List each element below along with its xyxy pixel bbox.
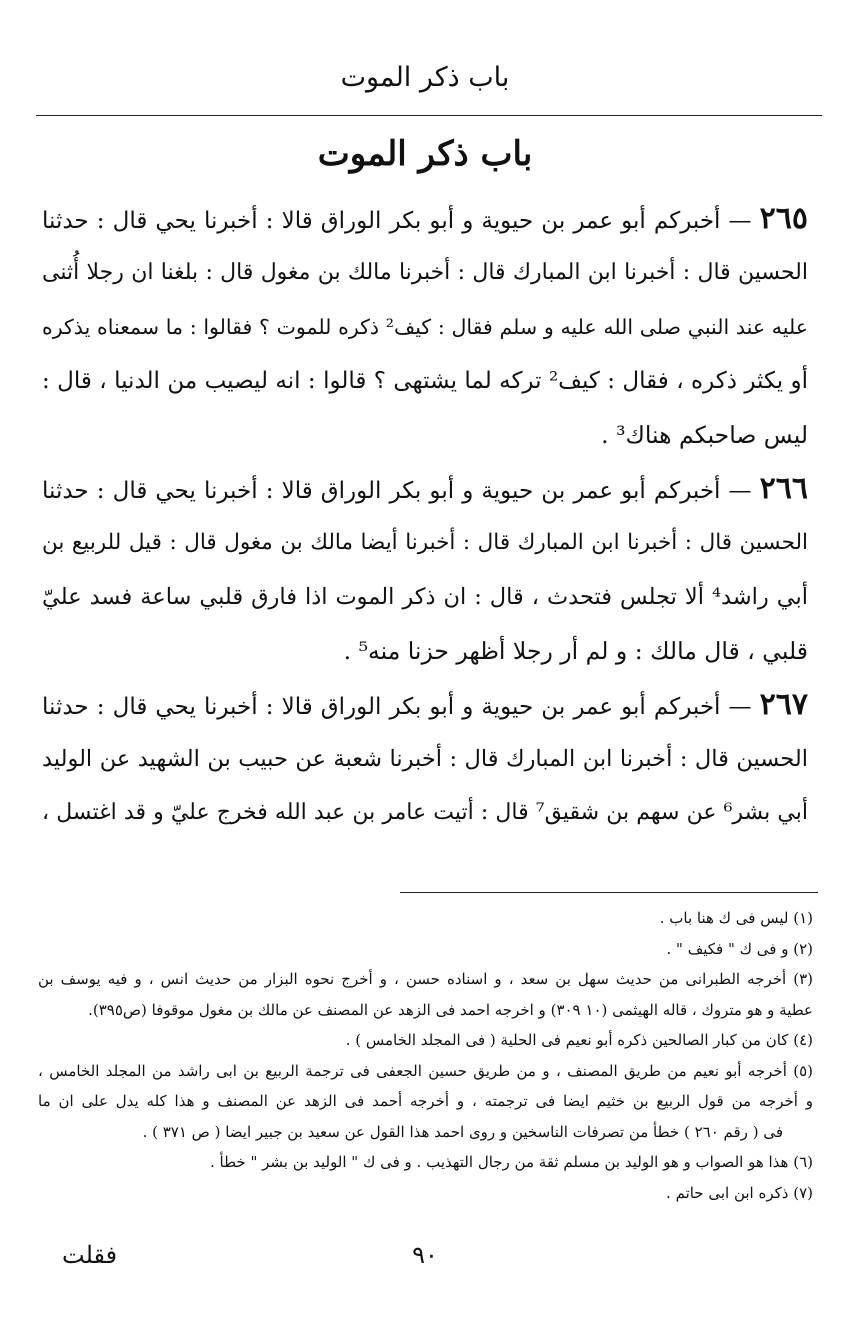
entry-265-line-2: الحسين قال : أخبرنا ابن المبارك قال : أخبرنا مالك بن مغول قال : بلغنا ان رجلا أُثنى: [42, 260, 808, 285]
footnote-1: (١) ليس فى ك هنا باب .: [659, 909, 813, 927]
entry-265-line-5: ليس صاحبكم هناك³ .: [601, 421, 808, 449]
entry-266-line-1: ٢٦٦ — أخبركم أبو عمر بن حيوية و أبو بكر الوراق قالا : أخبرنا يحي قال : حدثنا: [42, 471, 808, 506]
entry-number: ٢٦٥: [759, 201, 808, 236]
chapter-title: باب ذكر الموت: [317, 134, 533, 174]
entry-text: أخبركم أبو عمر بن حيوية و أبو بكر الوراق قالا : أخبرنا يحي قال : حدثنا: [42, 208, 721, 234]
footnote-3-line-1: (٣) أخرجه الطبرانى من حديث سهل بن سعد ، و اسناده حسن ، و أخرج نحوه البزار من حديث انس ، و فيه يوسف بن: [38, 970, 813, 988]
footnotes: [38, 903, 813, 1208]
footnote-5-line-1: (٥) أخرجه أبو نعيم من طريق المصنف ، و من طريق حسين الجعفى فى ترجمة الربيع بن ابى راشد من المجلد الخامس ،: [38, 1061, 813, 1080]
entry-266-line-4: قلبي ، قال مالك : و لم أر رجلا أظهر حزنا منه⁵ .: [343, 637, 808, 665]
footnote-6: (٦) هذا هو الصواب و هو الوليد بن مسلم ثقة من رجال التهذيب . و فى ك " الوليد بن بشر " خطأ .: [210, 1153, 813, 1171]
footnote-2: (٢) و فى ك " فكيف " .: [666, 939, 813, 958]
entry-266-line-2: الحسين قال : أخبرنا ابن المبارك قال : أخبرنا أيضا مالك بن مغول قال : قيل للربيع بن: [42, 530, 808, 555]
entry-267-line-1: ٢٦٧ — أخبركم أبو عمر بن حيوية و أبو بكر الوراق قالا : أخبرنا يحي قال : حدثنا: [42, 687, 808, 722]
footnote-7: (٧) ذكره ابن ابى حاتم .: [666, 1183, 813, 1202]
footnote-5-line-3: فى ( رقم ٢٦٠ ) خطأ من تصرفات الناسخين و روى احمد هذا القول عن سعيد بن جبير ايضا ( ص ٣٧١ ) .: [142, 1122, 783, 1141]
page-number: ٩٠: [412, 1241, 438, 1269]
footnote-4: (٤) كان من كبار الصالحين ذكره أبو نعيم فى الحلية ( فى المجلد الخامس ) .: [345, 1031, 813, 1049]
entry-text: أخبركم أبو عمر بن حيوية و أبو بكر الوراق قالا : أخبرنا يحي قال : حدثنا: [42, 478, 721, 504]
entry-text: أخبركم أبو عمر بن حيوية و أبو بكر الوراق قالا : أخبرنا يحي قال : حدثنا: [42, 694, 721, 720]
body-text: [42, 192, 808, 840]
entry-267-line-3: أبي بشر⁶ عن سهم بن شقيق⁷ قال : أتيت عامر بن عبد الله فخرج عليّ و قد اغتسل ،: [42, 800, 808, 825]
footnote-3-line-2: عطية و هو متروك ، قاله الهيثمى (١٠ ٣٠٩) و اخرجه احمد فى الزهد عن المصنف عن مالك بن مغول موقوفا (ص٣٩٥).: [88, 1000, 813, 1019]
header-rule: [36, 115, 822, 116]
entry-265-line-4: أو يكثر ذكره ، فقال : كيف² تركه لما يشتهى ؟ قالوا : انه ليصيب من الدنيا ، قال :: [42, 368, 808, 394]
entry-266-line-3: أبي راشد⁴ ألا تجلس فتحدث ، قال : ان ذكر الموت اذا فارق قلبي ساعة فسد عليّ: [42, 584, 808, 610]
entry-number: ٢٦٧: [759, 687, 808, 722]
entry-265-line-1: ٢٦٥ — أخبركم أبو عمر بن حيوية و أبو بكر الوراق قالا : أخبرنا يحي قال : حدثنا: [42, 201, 808, 236]
footnote-5-line-2: و أخرجه من قول الربيع بن خثيم ايضا فى ترجمته ، و أخرجه أحمد فى الزهد عن المصنف و هذا كله يدل على ان ما: [38, 1092, 813, 1110]
running-head: باب ذكر الموت: [340, 62, 510, 93]
entry-number: ٢٦٦: [759, 471, 808, 506]
entry-265-line-3: عليه عند النبي صلى الله عليه و سلم فقال : كيف² ذكره للموت ؟ فقالوا : ما سمعناه يذكره: [42, 315, 808, 339]
entry-267-line-2: الحسين قال : أخبرنا ابن المبارك قال : أخبرنا شعبة عن حبيب بن الشهيد عن الوليد: [42, 746, 808, 772]
catchword: فقلت: [62, 1241, 118, 1269]
footnote-rule: [400, 892, 818, 893]
